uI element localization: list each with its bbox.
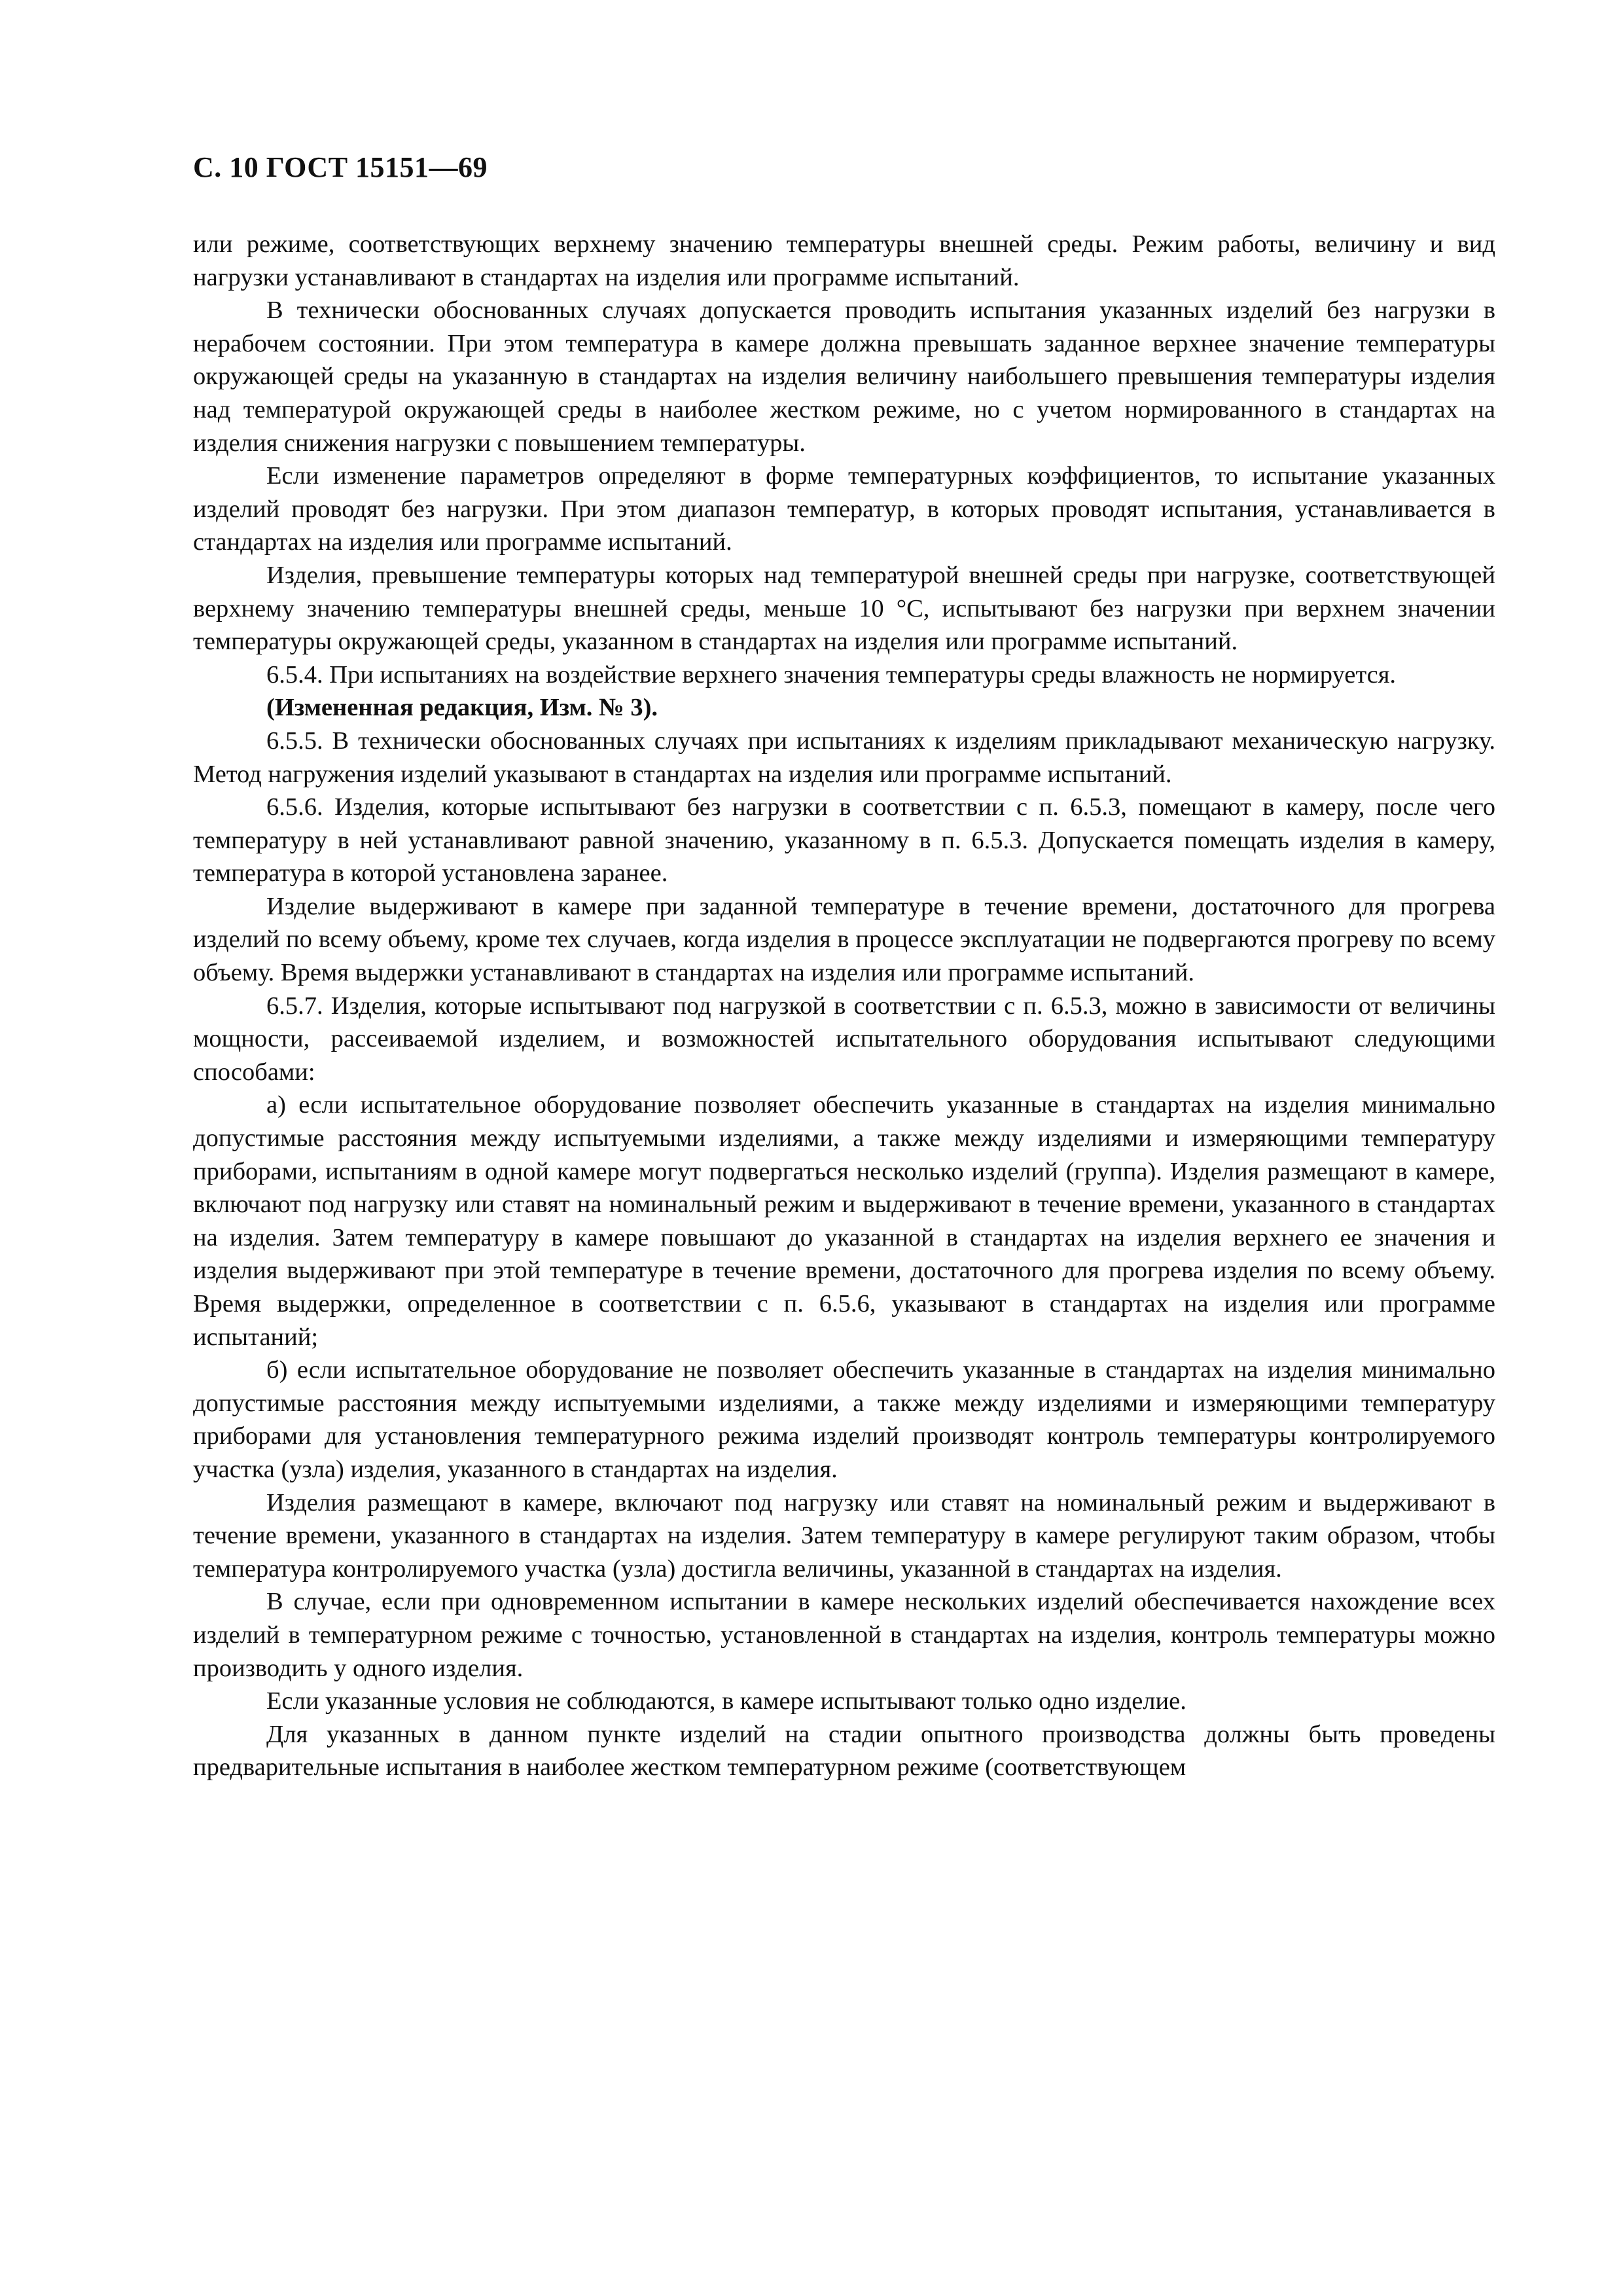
document-body	[193, 228, 1495, 1784]
clause-6-5-5: 6.5.5. В технически обоснованных случаях при испытаниях к изделиям прикладывают механическую нагрузку. Метод нагружения изделий указывают в стандартах на изделия или программе испытаний.	[193, 726, 1495, 788]
paragraph: Для указанных в данном пункте изделий на стадии опытного производства должны быть проведены предварительные испытания в наиболее жестком температурном режиме (соответствующем	[193, 1720, 1495, 1782]
clause-6-5-4: 6.5.4. При испытаниях на воздействие верхнего значения температуры среды влажность не нормируется.	[266, 660, 1397, 689]
list-item-a: а) если испытательное оборудование позволяет обеспечить указанные в стандартах на изделия минимально допустимые расстояния между испытуемыми изделиями, а также между изделиями и измеряющими температуру приборами, испытаниям в одной камере могут подвергаться несколько изделий (группа). Изделия размещают в камере, включают под нагрузку или ставят на номинальный режим и выдерживают в течение времени, указанного в стандартах на изделия. Затем температуру в камере повышают до указанной в стандартах на изделия верхнего ее значения и изделия выдерживают при этой температуре в течение времени, достаточного для прогрева изделия по всему объему. Время выдержки, определенное в соответствии с п. 6.5.6, указывают в стандартах на изделия или программе испытаний;	[193, 1091, 1495, 1351]
paragraph: Изделие выдерживают в камере при заданной температуре в течение времени, достаточного для прогрева изделий по всему объему, кроме тех случаев, когда изделия в процессе эксплуатации не подвергаются прогреву по всему объему. Время выдержки устанавливают в стандартах на изделия или программе испытаний.	[193, 892, 1495, 987]
page-header: С. 10 ГОСТ 15151—69	[193, 151, 488, 183]
paragraph: Если изменение параметров определяют в форме температурных коэффициентов, то испытание указанных изделий проводят без нагрузки. При этом диапазон температур, в которых проводят испытания, устанавливается в стандартах на изделия или программе испытаний.	[193, 462, 1495, 556]
paragraph-continuation: или режиме, соответствующих верхнему значению температуры внешней среды. Режим работы, величину и вид нагрузки устанавливают в стандартах на изделия или программе испытаний.	[193, 230, 1495, 291]
paragraph: В технически обоснованных случаях допускается проводить испытания указанных изделий без нагрузки в нерабочем состоянии. При этом температура в камере должна превышать заданное верхнее значение температуры окружающей среды на указанную в стандартах на изделия величину наибольшего превышения температуры изделия над температурой окружающей среды в наиболее жестком режиме, но с учетом нормированного в стандартах на изделия снижения нагрузки с повышением температуры.	[193, 296, 1495, 457]
clause-6-5-6: 6.5.6. Изделия, которые испытывают без нагрузки в соответствии с п. 6.5.3, помещают в камеру, после чего температуру в ней устанавливают равной значению, указанному в п. 6.5.3. Допускается помещать изделия в камеру, температура в которой установлена заранее.	[193, 793, 1495, 888]
list-item-b: б) если испытательное оборудование не позволяет обеспечить указанные в стандартах на изделия минимально допустимые расстояния между испытуемыми изделиями, а также между изделиями и измеряющими температуру приборами для установления температурного режима изделий производят контроль температуры контролируемого участка (узла) изделия, указанного в стандартах на изделия.	[193, 1356, 1495, 1483]
amendment-note: (Измененная редакция, Изм. № 3).	[266, 694, 658, 722]
paragraph: Изделия размещают в камере, включают под нагрузку или ставят на номинальный режим и выдерживают в течение времени, указанного в стандартах на изделия. Затем температуру в камере регулируют таким образом, чтобы температура контролируемого участка (узла) достигла величины, указанной в стандартах на изделия.	[193, 1488, 1495, 1583]
paragraph: В случае, если при одновременном испытании в камере нескольких изделий обеспечивается нахождение всех изделий в температурном режиме с точностью, установленной в стандартах на изделия, контроль температуры можно производить у одного изделия.	[193, 1588, 1495, 1682]
paragraph: Если указанные условия не соблюдаются, в камере испытывают только одно изделие.	[266, 1687, 1186, 1715]
paragraph: Изделия, превышение температуры которых над температурой внешней среды при нагрузке, соответствующей верхнему значению температуры внешней среды, меньше 10 °С, испытывают без нагрузки при верхнем значении температуры окружающей среды, указанном в стандартах на изделия или программе испытаний.	[193, 561, 1495, 656]
clause-6-5-7: 6.5.7. Изделия, которые испытывают под нагрузкой в соответствии с п. 6.5.3, можно в зависимости от величины мощности, рассеиваемой изделием, и возможностей испытательного оборудования испытывают следующими способами:	[193, 992, 1495, 1086]
